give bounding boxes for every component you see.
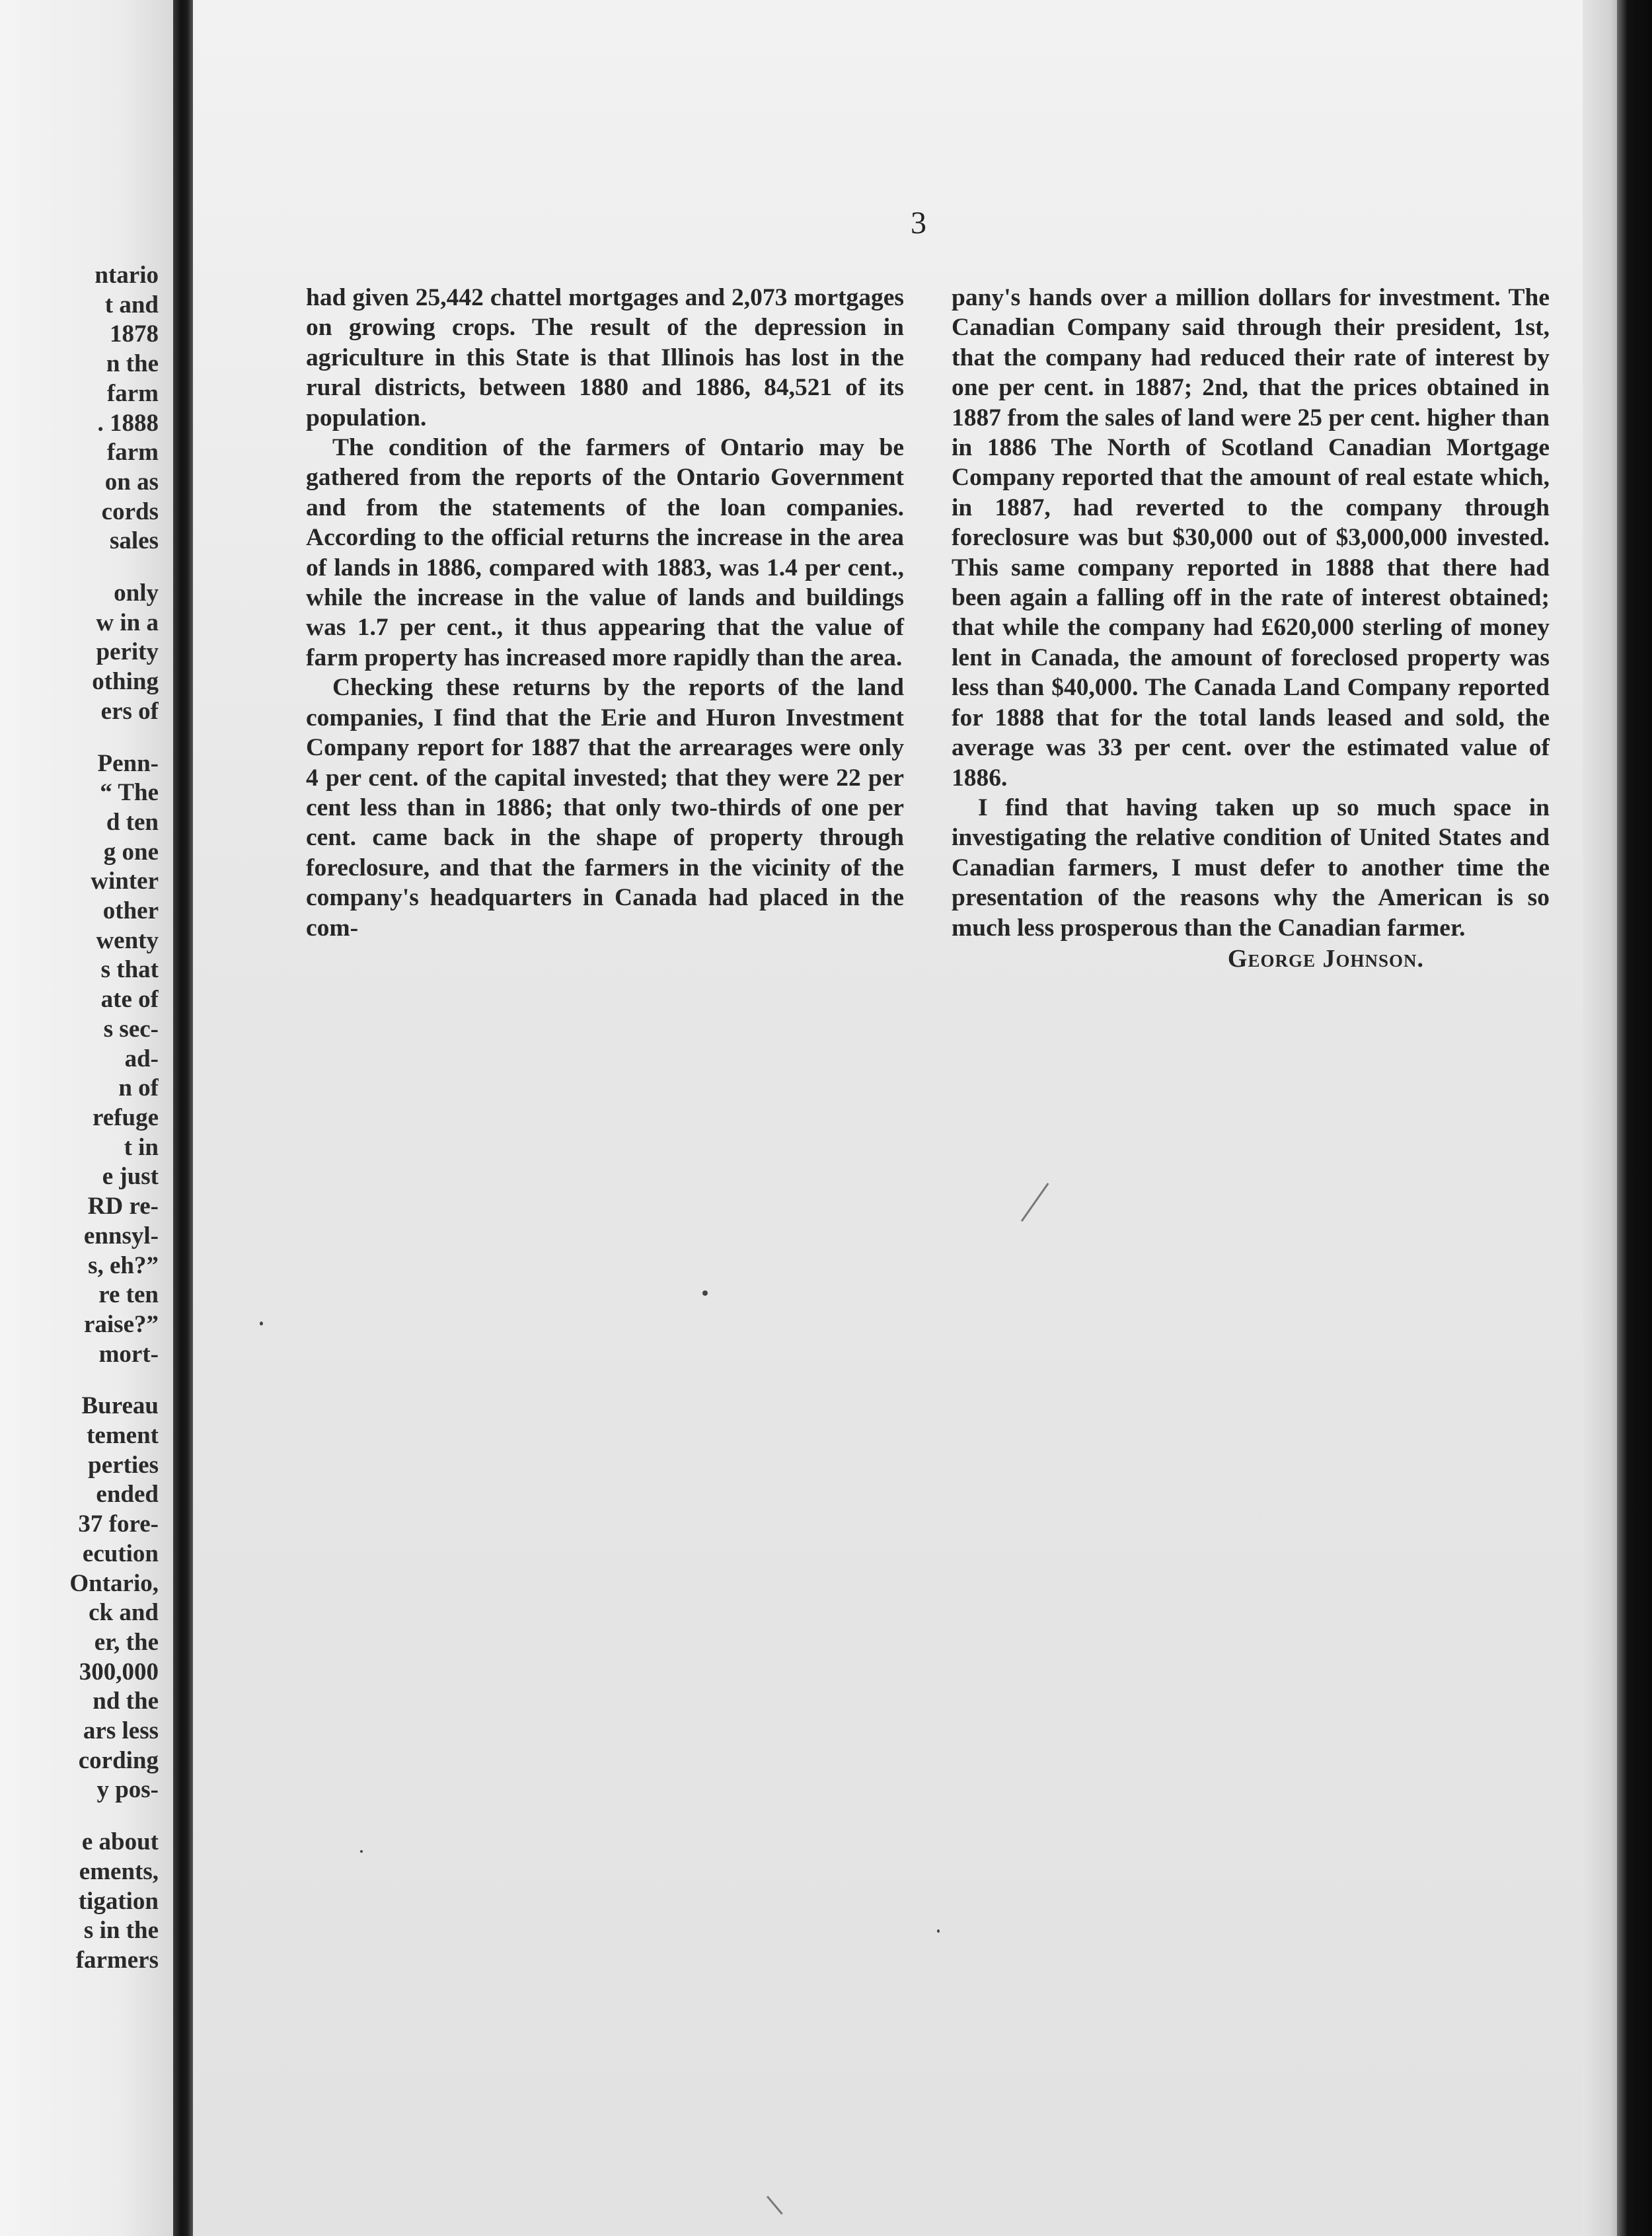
facing-page-line: ended bbox=[96, 1481, 159, 1509]
facing-page-text-fragments bbox=[0, 261, 159, 1976]
facing-page-line: 37 fore- bbox=[78, 1510, 159, 1538]
fragment-gap bbox=[0, 1805, 159, 1828]
facing-page-line: other bbox=[102, 897, 159, 925]
paragraph: pany's hands over a million dollars for investment. The Canadian Company said through their president, 1st, that the company had reduced their rate of interest by one per cent. in 1887; 2nd, that the prices obtained in 1887 from the sales of land were 25 per cent. higher than in 1886 The North of Scotland Canadian Mortgage Company reported that the amount of real estate which, in 1887, had reverted to the company through foreclosure was but $30,000 out of $3,000,000 invested. This same company reported in 1888 that there had been again a falling off in the rate of interest obtained; that while the company had £620,000 sterling of money lent in Canada, the amount of foreclosed property was less than $40,000. The Canada Land Company reported for 1888 that for the total lands leased and sold, the average was 33 per cent. over the estimated value of 1886. bbox=[952, 284, 1550, 792]
scan-speck bbox=[702, 1290, 708, 1296]
facing-page-line: y pos- bbox=[96, 1776, 159, 1804]
facing-page-line: re ten bbox=[98, 1281, 159, 1309]
facing-page-line: 300,000 bbox=[79, 1658, 159, 1686]
facing-page-line: . 1888 bbox=[97, 409, 159, 437]
facing-page-line: d ten bbox=[106, 808, 159, 836]
paragraph: Checking these returns by the reports of the land companies, I find that the Erie and Huron Investment Company report for 1887 that the arrearages were only 4 per cent. of the capital invested; that they were 22 per cent less than in 1886; that only two-thirds of one per cent. came back in the shape of property through foreclosure, and that the farmers in the vicinity of the company's headquarters in Canada had placed in the com- bbox=[306, 674, 904, 942]
facing-page-line: ennsyl- bbox=[83, 1222, 159, 1249]
facing-page-line: er, the bbox=[94, 1628, 159, 1656]
facing-page-line: e about bbox=[81, 1828, 159, 1856]
facing-page-line: ad- bbox=[124, 1045, 159, 1072]
facing-page-line: mort- bbox=[98, 1340, 159, 1368]
facing-page-line: cords bbox=[101, 498, 159, 525]
facing-page-line: winter bbox=[91, 868, 159, 895]
facing-page-line: sales bbox=[110, 527, 159, 555]
facing-page-line: w in a bbox=[96, 609, 159, 636]
fragment-gap bbox=[0, 1369, 159, 1392]
scan-right-border bbox=[1617, 0, 1652, 2236]
facing-page-line: 1878 bbox=[110, 320, 159, 348]
facing-page-edge bbox=[0, 0, 173, 2236]
facing-page-line: ecution bbox=[82, 1540, 159, 1567]
facing-page-line: “ The bbox=[100, 779, 159, 807]
facing-page-line: Penn- bbox=[97, 749, 159, 777]
facing-page-line: Bureau bbox=[81, 1392, 159, 1420]
page-right-margin-shadow bbox=[1583, 0, 1617, 2236]
facing-page-line: perties bbox=[88, 1451, 159, 1479]
scan-speck bbox=[360, 1850, 363, 1853]
facing-page-line: cording bbox=[78, 1746, 159, 1774]
facing-page-line: e just bbox=[102, 1163, 159, 1191]
facing-page-line: ements, bbox=[79, 1857, 159, 1885]
facing-page-line: ck and bbox=[89, 1599, 159, 1627]
facing-page-line: g one bbox=[103, 838, 159, 866]
facing-page-line: farm bbox=[106, 439, 159, 466]
page-number: 3 bbox=[911, 205, 926, 241]
facing-page-line: raise?” bbox=[83, 1310, 159, 1338]
facing-page-line: farmers bbox=[75, 1946, 159, 1974]
binding-gutter bbox=[173, 0, 193, 2236]
facing-page-line: nd the bbox=[93, 1688, 159, 1715]
author-signature: George Johnson. bbox=[1227, 944, 1424, 973]
facing-page-line: s that bbox=[100, 956, 159, 984]
scan-speck bbox=[260, 1322, 263, 1325]
facing-page-line: t and bbox=[104, 291, 159, 318]
facing-page-line: ers of bbox=[100, 697, 159, 725]
facing-page-line: tement bbox=[87, 1422, 159, 1450]
facing-page-line: n the bbox=[106, 350, 159, 378]
paragraph: I find that having taken up so much space in investigating the relative condition of United States and Canadian farmers, I must defer to another time the presentation of the reasons why the American is so much less prosperous than the Canadian farmer. bbox=[952, 794, 1550, 942]
facing-page-line: t in bbox=[124, 1133, 159, 1161]
paragraph: The condition of the farmers of Ontario may be gathered from the reports of the Ontario Government and from the statements of the loan companies. According to the official returns the increase in the area of lands in 1886, compared with 1883, was 1.4 per cent., while the increase in the value of lands and buildings was 1.7 per cent., it thus appearing that the value of farm property has increased more rapidly than the area. bbox=[306, 434, 904, 671]
facing-page-line: farm bbox=[106, 379, 159, 407]
facing-page-line: ntario bbox=[94, 262, 159, 289]
facing-page-line: perity bbox=[96, 638, 159, 666]
facing-page-line: wenty bbox=[96, 926, 159, 954]
facing-page-line: refuge bbox=[93, 1103, 159, 1131]
fragment-gap bbox=[0, 727, 159, 749]
scan-speck bbox=[937, 1929, 940, 1933]
facing-page-line: s, eh?” bbox=[88, 1251, 159, 1279]
facing-page-line: on as bbox=[104, 468, 159, 496]
facing-page-line: s sec- bbox=[103, 1015, 159, 1043]
facing-page-line: s in the bbox=[83, 1917, 159, 1945]
facing-page-line: only bbox=[114, 579, 159, 607]
facing-page-line: Ontario, bbox=[69, 1569, 159, 1597]
facing-page-line: othing bbox=[92, 668, 159, 696]
paragraph: had given 25,442 chattel mortgages and 2,073 mortgages on growing crops. The result of the depression in agriculture in this State is that Illinois has lost in the rural districts, between 1880 and 1886, 84,521 of its population. bbox=[306, 284, 904, 431]
facing-page-line: tigation bbox=[78, 1887, 159, 1915]
facing-page-line: ate of bbox=[100, 986, 159, 1014]
facing-page-line: n of bbox=[118, 1074, 159, 1102]
article-right-column bbox=[952, 283, 1550, 975]
fragment-gap bbox=[0, 556, 159, 579]
facing-page-line: RD re- bbox=[87, 1193, 159, 1220]
facing-page-line: ars less bbox=[83, 1717, 159, 1745]
article-left-column bbox=[306, 283, 904, 943]
